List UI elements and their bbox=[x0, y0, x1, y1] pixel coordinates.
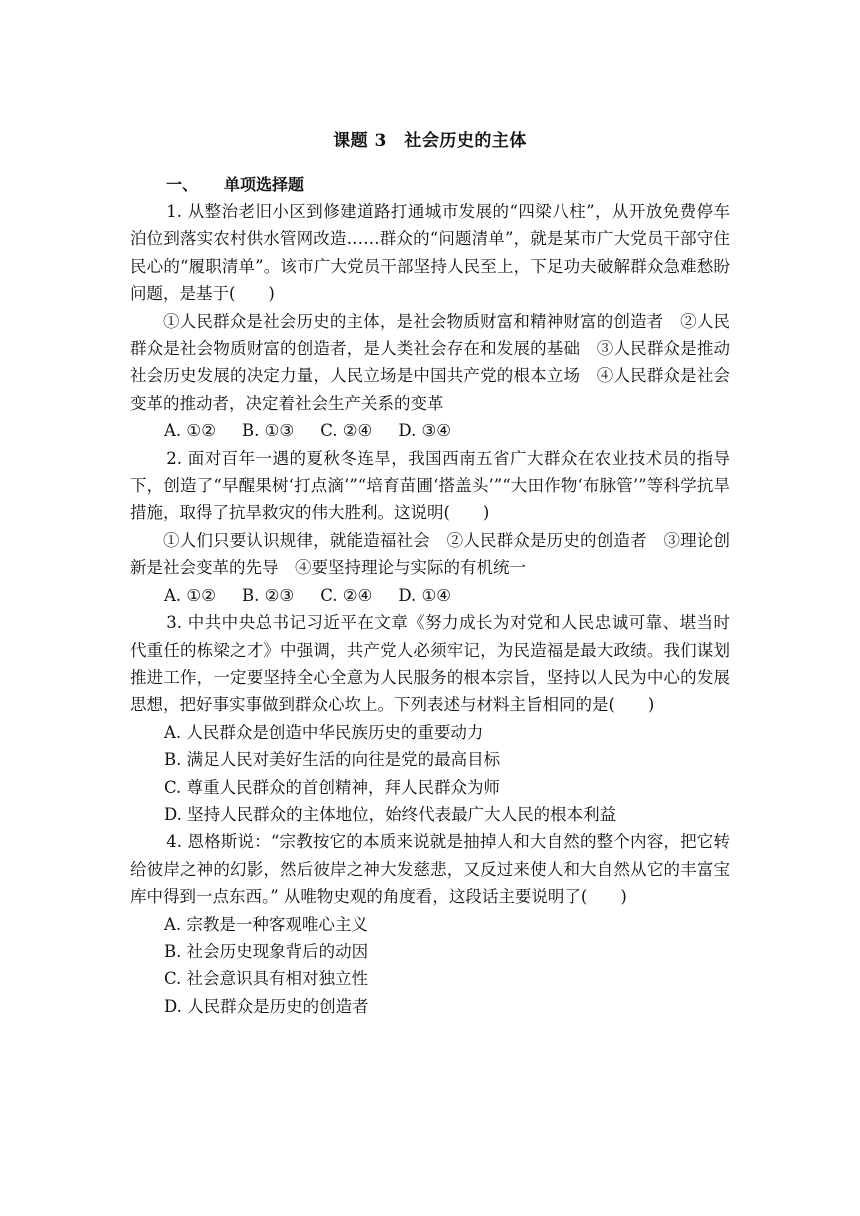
option-c: C. 社会意识具有相对独立性 bbox=[164, 969, 369, 989]
option-c: C. ②④ bbox=[320, 421, 373, 441]
question-4-stem: 4. 恩格斯说：“宗教按它的本质来说就是抽掉人和大自然的整个内容，把它转给彼岸之神的幻影，然后彼岸之神大发慈悲，又反过来使人和大自然从它的丰富宝库中得到一点东西。” 从唯物史观的角度看，这段话主要说明了( ) bbox=[130, 832, 730, 907]
option-b: B. 满足人民对美好生活的向往是党的最高目标 bbox=[164, 750, 501, 770]
option-a: A. ①② bbox=[164, 585, 216, 605]
question-1-stem: 1. 从整治老旧小区到修建道路打通城市发展的“四梁八柱”，从开放免费停车泊位到落实农村供水管网改造……群众的“问题清单”，就是某市广大党员干部守住民心的“履职清单”。该市广大党员干部坚持人民至上，下足功夫破解群众急难愁盼问题，是基于( ) bbox=[130, 202, 730, 304]
option-a: A. ①② bbox=[164, 421, 216, 441]
question-1-statements: ①人民群众是社会历史的主体，是社会物质财富和精神财富的创造者 ②人民群众是社会物质财富的创造者，是人类社会存在和发展的基础 ③人民群众是推动社会历史发展的决定力量，人民立场是中国共产党的根本立场 ④人民群众是社会变革的推动者，决定着社会生产关系的变革 bbox=[130, 311, 730, 413]
option-b: B. ①③ bbox=[242, 421, 295, 441]
option-d: D. 坚持人民群众的主体地位，始终代表最广大人民的根本利益 bbox=[164, 804, 617, 824]
section-label: 单项选择题 bbox=[224, 175, 305, 194]
question-3-stem: 3. 中共中央总书记习近平在文章《努力成长为对党和人民忠诚可靠、堪当时代重任的栋梁之才》中强调，共产党人必须牢记，为民造福是最大政绩。我们谋划推进工作，一定要坚持全心全意为人民服务的根本宗旨，坚持以人民为中心的发展思想，把好事实事做到群众心坎上。下列表述与材料主旨相同的是( ) bbox=[130, 613, 730, 715]
question-1-options bbox=[130, 417, 730, 444]
option-b: B. 社会历史现象背后的动因 bbox=[164, 941, 369, 961]
option-c: C. ②④ bbox=[320, 585, 373, 605]
option-d: D. ③④ bbox=[398, 421, 452, 441]
option-d: D. 人民群众是历史的创造者 bbox=[164, 996, 369, 1016]
option-b: B. ②③ bbox=[242, 585, 295, 605]
page-title: 课题 3 社会历史的主体 bbox=[333, 131, 527, 151]
question-2-statements: ①人们只要认识规律，就能造福社会 ②人民群众是历史的创造者 ③理论创新是社会变革的先导 ④要坚持理论与实际的有机统一 bbox=[130, 530, 730, 578]
option-a: A. 宗教是一种客观唯心主义 bbox=[164, 914, 368, 934]
section-heading bbox=[166, 172, 304, 195]
option-a: A. 人民群众是创造中华民族历史的重要动力 bbox=[164, 722, 484, 742]
option-c: C. 尊重人民群众的首创精神，拜人民群众为师 bbox=[164, 777, 501, 797]
section-number: 一、 bbox=[166, 175, 199, 194]
question-2-stem: 2. 面对百年一遇的夏秋冬连旱，我国西南五省广大群众在农业技术员的指导下，创造了“早醒果树‘打点滴’”“培育苗圃‘搭盖头’”“大田作物‘布脉管’”等科学抗旱措施，取得了抗旱救灾的伟大胜利。这说明( ) bbox=[130, 448, 730, 523]
option-d: D. ①④ bbox=[398, 585, 452, 605]
question-2-options bbox=[130, 582, 730, 609]
question-list bbox=[130, 198, 730, 1020]
